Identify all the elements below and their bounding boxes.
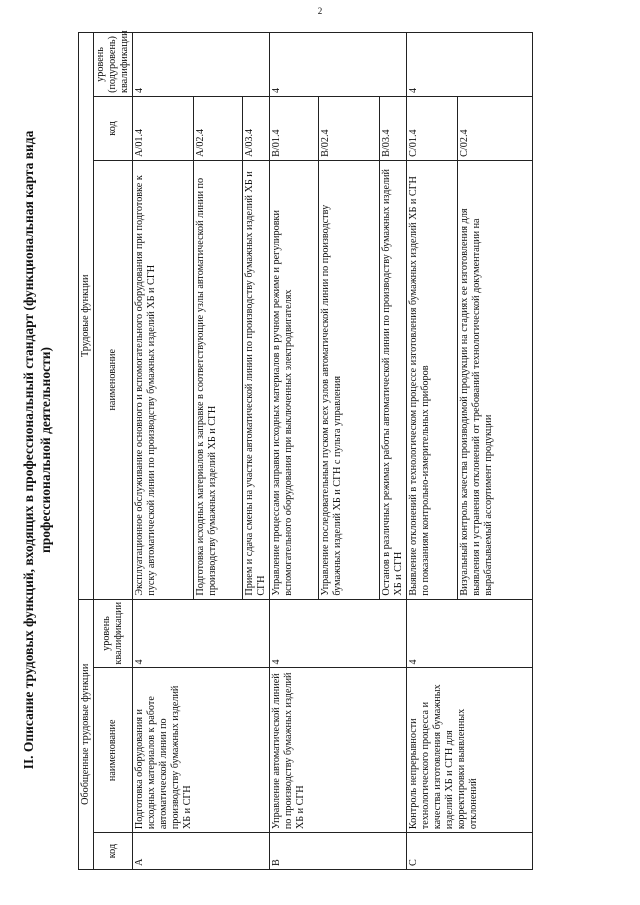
table-row [133,33,194,870]
section-heading [20,20,54,880]
function-name: Управление последовательным пуском всех узлов автоматической линии по производству бумажных изделий ХБ и СГН с пульта управления [319,160,380,599]
function-name: Прием и сдача смены на участке автоматической линии по производству бумажных изделий ХБ и СГН [243,160,270,599]
function-code: C/01.4 [407,96,458,160]
header-code: код [94,833,133,870]
group-name: Управление автоматической линией по производству бумажных изделий ХБ и СГН [270,668,407,833]
function-level: 4 [270,33,407,97]
header-level: уровень квалификации [94,599,133,668]
rotated-page-content [20,20,620,880]
group-code: C [407,833,533,870]
section-heading-line-1: II. Описание трудовых функций, входящих в профессиональный стандарт (функциональная карта вида [21,130,36,770]
page-number: 2 [317,6,323,16]
function-name: Управление процессами заправки исходных материалов в ручном режиме и регулировки вспомогательного оборудования при выключенных электродвигателях [270,160,319,599]
function-code: A/02.4 [194,96,243,160]
functional-map-table [78,32,533,870]
function-name: Визуальный контроль качества производимой продукции на стадиях ее изготовления для выявления и устранения отклонений от требований технологической документации на вырабатываемый ассортимент продукции [458,160,533,599]
function-level: 4 [133,33,270,97]
group-level: 4 [133,599,270,668]
group-level: 4 [407,599,533,668]
section-heading-line-2: профессиональной деятельности) [38,347,53,553]
group-name: Подготовка оборудования и исходных материалов к работе автоматической линии по производству бумажных изделий ХБ и СГН [133,668,270,833]
header-row-2 [94,33,133,870]
function-code: B/03.4 [380,96,407,160]
header-name: наименование [94,668,133,833]
header-function-level: уровень (подуровень) квалификации [94,33,133,97]
header-function-name: наименование [94,160,133,599]
group-name: Контроль непрерывности технологического процесса и качества изготовления бумажных изделий ХБ и СГН для корректировки выявленных отклонений [407,668,533,833]
header-row-1 [79,33,94,870]
group-code: A [133,833,270,870]
function-name: Выявление отклонений в технологическом процессе изготовления бумажных изделий ХБ и СГН по показаниям контрольно-измерительных приборов [407,160,458,599]
function-name: Эксплуатационное обслуживание основного и вспомогательного оборудования при подготовке к пуску автоматической линии по производству бумажных изделий ХБ и СГН [133,160,194,599]
table-row [270,33,319,870]
function-code: B/02.4 [319,96,380,160]
function-code: C/02.4 [458,96,533,160]
function-code: A/03.4 [243,96,270,160]
group-level: 4 [270,599,407,668]
function-level: 4 [407,33,533,97]
function-name: Подготовка исходных материалов к заправке в соответствующие узлы автоматической линии по производству бумажных изделий ХБ и СГН [194,160,243,599]
function-name: Останов в различных режимах работы автоматической линии по производству бумажных изделий ХБ и СГН [380,160,407,599]
header-labor-functions: Трудовые функции [79,33,94,600]
header-generalized-functions: Обобщенные трудовые функции [79,599,94,869]
function-code: A/01.4 [133,96,194,160]
function-code: B/01.4 [270,96,319,160]
table-row [407,33,458,870]
group-code: B [270,833,407,870]
header-function-code: код [94,96,133,160]
